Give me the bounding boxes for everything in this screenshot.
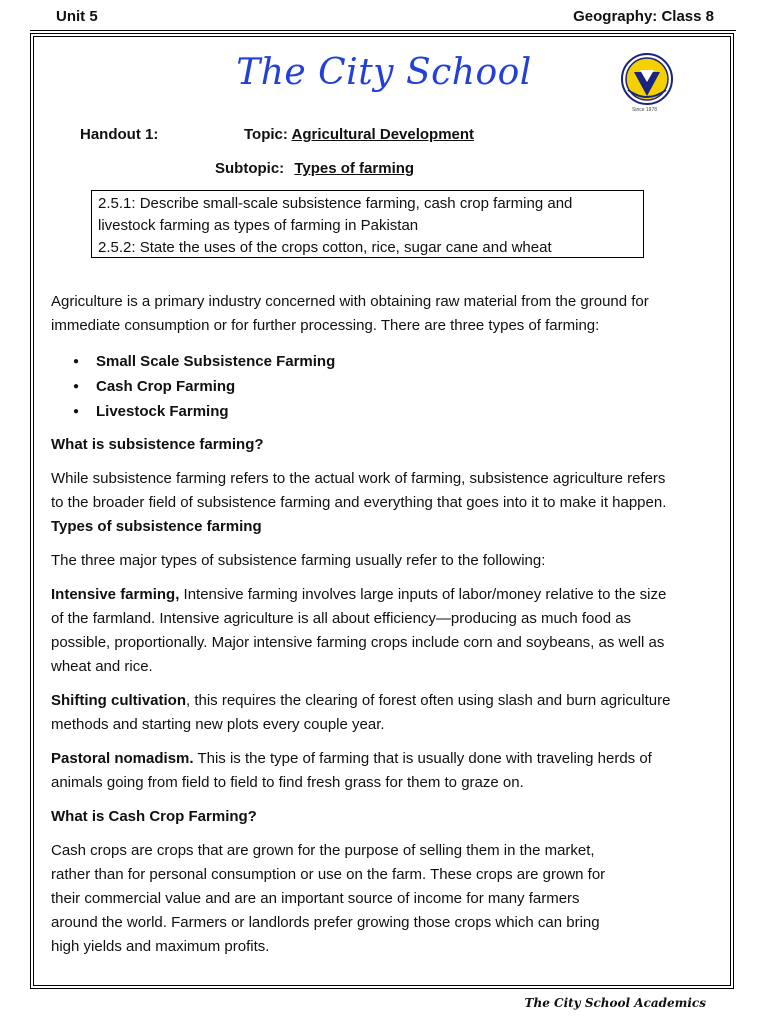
list-item: ● Cash Crop Farming — [51, 375, 721, 400]
subject-class-label: Geography: Class 8 — [573, 8, 714, 25]
topic-line — [244, 126, 474, 143]
intro-line: Agriculture is a primary industry concerned with obtaining raw material from the ground for — [51, 293, 649, 310]
answer-line: their commercial value and are an important source of income for many farmers — [51, 890, 580, 907]
farming-types-list — [51, 350, 721, 425]
answer-line: high yields and maximum profits. — [51, 938, 270, 955]
school-name: The City School — [236, 52, 532, 93]
types-intro: The three major types of subsistence farming usually refer to the following: — [51, 552, 546, 569]
subtopic-line — [215, 160, 414, 177]
subtopic-value: Types of farming — [294, 160, 415, 177]
paragraph-line: wheat and rice. — [51, 658, 153, 675]
paragraph-line: This is the type of farming that is usually done with traveling herds of — [193, 750, 652, 767]
handout-label: Handout 1: — [80, 126, 159, 143]
objective-line: 2.5.2: State the uses of the crops cotton, rice, sugar cane and wheat — [98, 239, 552, 256]
pastoral-term: Pastoral nomadism. — [51, 750, 194, 767]
topic-value: Agricultural Development — [291, 126, 475, 143]
answer-line: rather than for personal consumption or use on the farm. These crops are grown for — [51, 866, 606, 883]
school-crest-logo — [620, 52, 674, 106]
shifting-paragraph — [51, 689, 721, 737]
handout-body — [51, 290, 721, 959]
answer-line: Cash crops are crops that are grown for the purpose of selling them in the market, — [51, 842, 595, 859]
shifting-term: Shifting cultivation — [51, 692, 186, 709]
header-rule — [30, 30, 736, 31]
intro-line: immediate consumption or for further processing. There are three types of farming: — [51, 317, 600, 334]
intensive-term: Intensive farming, — [51, 586, 180, 603]
list-item: ● Livestock Farming — [51, 400, 721, 425]
subsistence-answer — [51, 467, 721, 515]
types-heading: Types of subsistence farming — [51, 518, 262, 535]
unit-label: Unit 5 — [56, 8, 98, 25]
subtopic-label: Subtopic: — [215, 160, 285, 177]
footer-label: The City School Academics — [524, 996, 706, 1010]
objective-line: 2.5.1: Describe small-scale subsistence farming, cash crop farming and — [98, 195, 573, 212]
paragraph-line: of the farmland. Intensive agriculture is all about efficiency—producing as much food as — [51, 610, 632, 627]
answer-line: around the world. Farmers or landlords prefer growing those crops which can bring — [51, 914, 600, 931]
paragraph-line: methods and starting new plots every couple year. — [51, 716, 385, 733]
paragraph-line: possible, proportionally. Major intensive farming crops include corn and soybeans, as well as — [51, 634, 665, 651]
crest-motto: Since 1978 — [632, 107, 658, 113]
intro-paragraph — [51, 290, 721, 338]
paragraph-line: Intensive farming involves large inputs of labor/money relative to the size — [179, 586, 667, 603]
pastoral-paragraph — [51, 747, 721, 795]
learning-objectives-box — [91, 190, 644, 258]
paragraph-line: animals going from field to field to find fresh grass for them to graze on. — [51, 774, 524, 791]
intensive-paragraph — [51, 583, 721, 679]
cash-crop-answer — [51, 839, 721, 959]
paragraph-line: , this requires the clearing of forest often using slash and burn agriculture — [186, 692, 671, 709]
answer-line: to the broader field of subsistence farming and everything that goes into it to make it happen. — [51, 494, 667, 511]
answer-line: While subsistence farming refers to the actual work of farming, subsistence agriculture refers — [51, 470, 666, 487]
question-cash-crop: What is Cash Crop Farming? — [51, 808, 257, 825]
question-subsistence: What is subsistence farming? — [51, 436, 264, 453]
list-item: ● Small Scale Subsistence Farming — [51, 350, 721, 375]
topic-label: Topic: — [244, 126, 288, 143]
objective-line: livestock farming as types of farming in Pakistan — [98, 217, 419, 234]
